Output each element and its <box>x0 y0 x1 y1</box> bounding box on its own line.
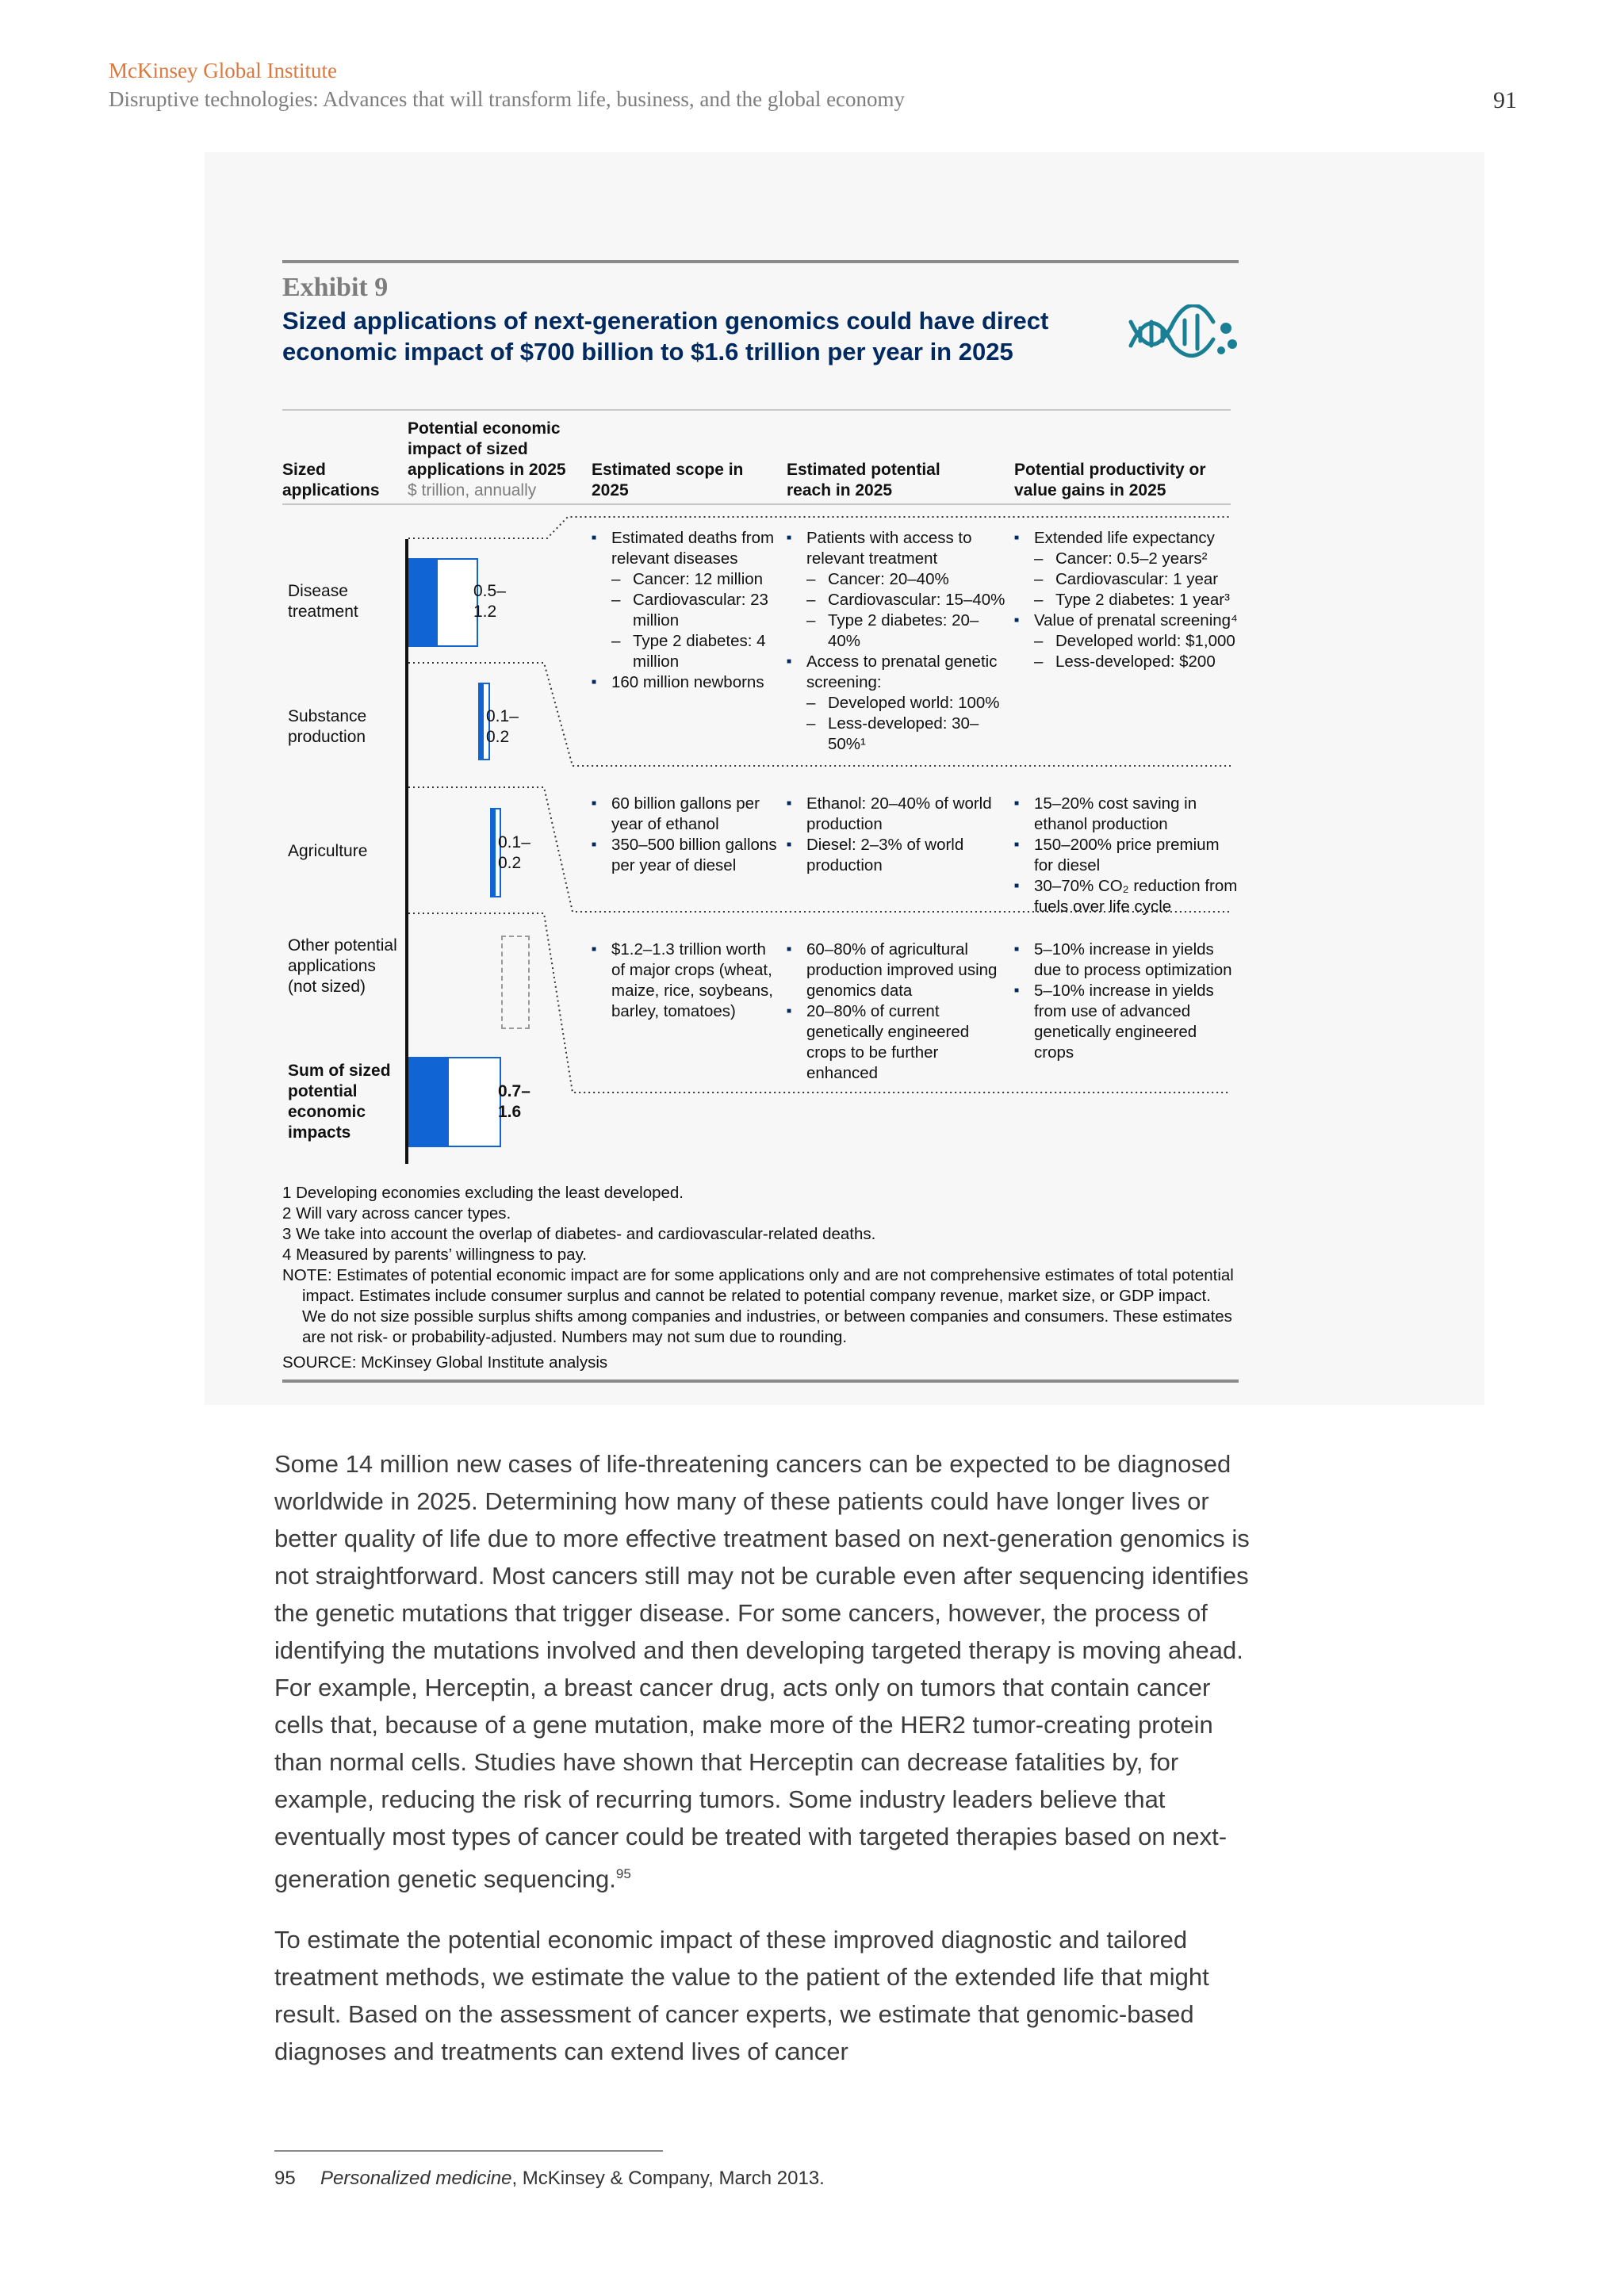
cell-substance-scope-list <box>592 794 778 876</box>
cell-substance-scope <box>592 794 778 876</box>
body-paragraph-1 <box>274 1445 1250 1897</box>
detail-item: – Cancer: 12 million <box>592 569 778 590</box>
row-label-agriculture: Agriculture <box>288 842 368 860</box>
exhibit-note: NOTE: Estimates of potential economic impact are for some applications only and are not comprehensive estimates of total potential impact. Estimates include consumer surplus and cannot be related to potential company revenue, market size, or GDP impact. We do not size possible surplus shifts among companies and industries, or between companies and consumers. These estimates are not risk- or probability-adjusted. Numbers may not sum due to rounding. <box>282 1266 1234 1346</box>
detail-item: ■ $1.2–1.3 trillion worth of major crops (wheat, maize, rice, soybeans, barley, tomatoes) <box>592 939 778 1022</box>
detail-item: – Cardiovascular: 15–40% <box>787 590 1009 610</box>
footnote-3: 3 We take into account the overlap of diabetes- and cardiovascular-related deaths. <box>282 1225 876 1243</box>
body-text <box>274 1445 1250 2094</box>
detail-item: ■ Diesel: 2–3% of world production <box>787 835 1009 876</box>
detail-item: ■ Extended life expectancy <box>1014 528 1240 549</box>
exhibit-source: SOURCE: McKinsey Global Institute analysis <box>282 1353 608 1372</box>
row-label-sum: Sum of sized potential economic impacts <box>288 1062 391 1142</box>
detail-item: ■ 5–10% increase in yields due to process optimization <box>1014 939 1240 981</box>
cell-disease-gains <box>1014 528 1240 672</box>
detail-item: – Less-developed: 30–50%¹ <box>787 714 1009 755</box>
cell-disease-scope <box>592 528 778 693</box>
col-head-impact-text: Potential economic impact of sized applications in 2025 <box>408 419 566 479</box>
detail-item: – Developed world: $1,000 <box>1014 631 1240 652</box>
footnote-ref-95[interactable]: 95 <box>615 1866 631 1881</box>
cell-agriculture-scope-list <box>592 939 778 1022</box>
exhibit-title: Sized applications of next-generation genomics could have direct economic impact of $700 billion to $1.6 trillion per year in 2025 <box>282 307 1049 365</box>
detail-item: ■ 150–200% price premium for diesel <box>1014 835 1240 876</box>
cell-disease-reach <box>787 528 1009 755</box>
row-label-other: Other potential applications (not sized) <box>288 936 397 996</box>
page-footnote <box>274 2168 825 2190</box>
value-label-substance: 0.1– 0.2 <box>486 707 519 746</box>
footnote-rule <box>274 2150 663 2152</box>
col-head-reach: Estimated potential reach in 2025 <box>787 461 940 499</box>
detail-item: ■ 30–70% CO₂ reduction from fuels over life cycle <box>1014 876 1240 917</box>
page-footnote-title: Personalized medicine <box>320 2168 512 2189</box>
detail-item: ■ Patients with access to relevant treatment <box>787 528 1009 569</box>
cell-substance-reach-list <box>787 794 1009 876</box>
cell-agriculture-reach-list <box>787 939 1009 1084</box>
report-title: Disruptive technologies: Advances that will transform life, business, and the global economy <box>109 87 906 111</box>
detail-item: ■ Access to prenatal genetic screening: <box>787 652 1009 693</box>
cell-agriculture-scope <box>592 939 778 1022</box>
detail-item: – Cancer: 0.5–2 years² <box>1014 549 1240 569</box>
exhibit-bottom-rule <box>282 1380 1239 1383</box>
value-label-disease: 0.5– 1.2 <box>473 582 506 621</box>
col-head-gains: Potential productivity or value gains in 2025 <box>1014 461 1206 499</box>
detail-item: – Cardiovascular: 23 million <box>592 590 778 631</box>
detail-item: ■ Estimated deaths from relevant diseases <box>592 528 778 569</box>
detail-item: ■ Value of prenatal screening⁴ <box>1014 610 1240 631</box>
detail-item: ■ Ethanol: 20–40% of world production <box>787 794 1009 835</box>
page-number: 91 <box>1493 87 1517 113</box>
cell-substance-gains <box>1014 794 1240 917</box>
detail-item: ■ 20–80% of current genetically engineered crops to be further enhanced <box>787 1001 1009 1084</box>
col-head-impact-unit: $ trillion, annually <box>408 481 537 499</box>
detail-item: ■ 350–500 billion gallons per year of diesel <box>592 835 778 876</box>
cell-agriculture-gains-list <box>1014 939 1240 1063</box>
footnote-2: 2 Will vary across cancer types. <box>282 1204 511 1223</box>
cell-substance-gains-list <box>1014 794 1240 917</box>
cell-agriculture-gains <box>1014 939 1240 1063</box>
detail-item: ■ 15–20% cost saving in ethanol production <box>1014 794 1240 835</box>
body-paragraph-1-text: Some 14 million new cases of life-threatening cancers can be expected to be diagnosed worldwide in 2025. Determining how many of these patients could have longer lives or better quality of life due to more effective treatment based on next-generation genomics is not straightforward. Most cancers still may not be curable even after sequencing identifies the genetic mutations that trigger disease. For some cancers, however, the process of identifying the mutations involved and then developing targeted therapy is moving ahead. For example, Herceptin, a breast cancer drug, acts only on tumors that contain cancer cells that, because of a gene mutation, make more of the HER2 tumor-creating protein than normal cells. Studies have shown that Herceptin can decrease fatalities by, for example, reducing the risk of recurring tumors. Some industry leaders believe that eventually most types of cancer could be treated with targeted therapies based on next-generation genetic sequencing. <box>274 1450 1250 1893</box>
detail-item: – Cancer: 20–40% <box>787 569 1009 590</box>
cell-agriculture-reach <box>787 939 1009 1084</box>
value-label-agriculture: 0.1– 0.2 <box>498 833 530 872</box>
row-label-substance: Substance production <box>288 707 367 746</box>
exhibit-label: Exhibit 9 <box>282 273 389 302</box>
exhibit-notes <box>282 1183 1234 1373</box>
page-footnote-number: 95 <box>274 2168 296 2189</box>
col-head-sized: Sized applications <box>282 461 380 499</box>
detail-item: ■ 60–80% of agricultural production improved using genomics data <box>787 939 1009 1001</box>
cell-disease-reach-list <box>787 528 1009 755</box>
detail-item: ■ 160 million newborns <box>592 672 778 693</box>
body-paragraph-2: To estimate the potential economic impact of these improved diagnostic and tailored treatment methods, we estimate the value to the patient of the extended life that might result. Based on the assessment of cancer experts, we estimate that genomic-based diagnoses and treatments can extend lives of cancer <box>274 1926 1209 2066</box>
cell-disease-gains-list <box>1014 528 1240 672</box>
cell-substance-reach <box>787 794 1009 876</box>
row-label-disease: Disease treatment <box>288 582 358 621</box>
detail-item: – Developed world: 100% <box>787 693 1009 714</box>
footnote-4: 4 Measured by parents’ willingness to pay. <box>282 1246 588 1264</box>
detail-item: ■ 60 billion gallons per year of ethanol <box>592 794 778 835</box>
value-label-sum: 0.7– 1.6 <box>498 1082 530 1121</box>
detail-item: ■ 5–10% increase in yields from use of advanced genetically engineered crops <box>1014 981 1240 1063</box>
detail-item: – Type 2 diabetes: 20–40% <box>787 610 1009 652</box>
publisher-name: McKinsey Global Institute <box>109 59 337 82</box>
detail-item: – Type 2 diabetes: 1 year³ <box>1014 590 1240 610</box>
detail-item: – Cardiovascular: 1 year <box>1014 569 1240 590</box>
cell-disease-scope-list <box>592 528 778 693</box>
detail-item: – Less-developed: $200 <box>1014 652 1240 672</box>
footnote-1: 1 Developing economies excluding the least developed. <box>282 1184 684 1202</box>
page-footnote-rest: , McKinsey & Company, March 2013. <box>511 2168 825 2189</box>
detail-item: – Type 2 diabetes: 4 million <box>592 631 778 672</box>
col-head-scope: Estimated scope in 2025 <box>592 461 744 499</box>
